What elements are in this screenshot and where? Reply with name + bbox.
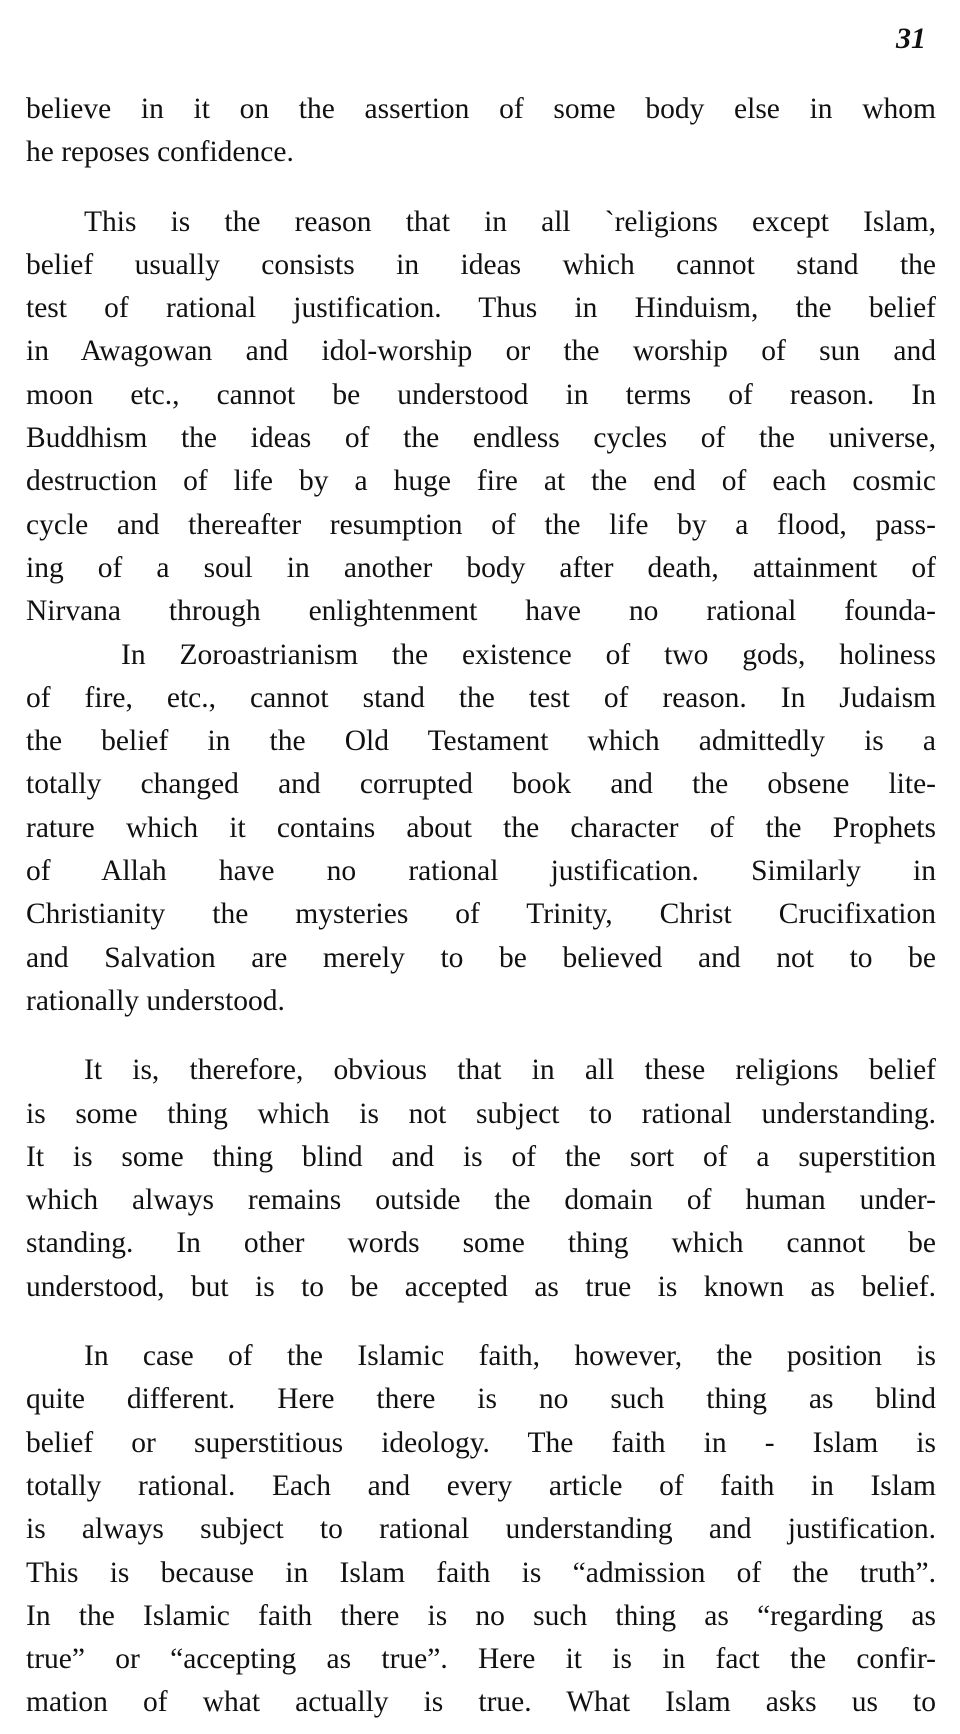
text-line: of fire, etc., cannot stand the test of reason. In Judaism [26,681,936,714]
text-line: This is the reason that in all `religions except Islam, [84,205,936,238]
text-line: cycle and thereafter resumption of the life by a flood, pass- [26,508,936,541]
page-body [26,88,936,1725]
text-line: In the Islamic faith there is no such thing as “regarding as [26,1599,936,1632]
text-line: Nirvana through enlightenment have no rational founda- [26,595,936,628]
text-line: belief usually consists in ideas which cannot stand the [26,248,936,281]
text-line: in Awagowan and idol-worship or the worship of sun and [26,335,936,368]
paragraph-4 [26,1335,936,1725]
text-line: of Allah have no rational justification. Similarly in [26,855,936,888]
text-line: which always remains outside the domain of human under- [26,1184,936,1217]
text-line: ing of a soul in another body after death, attainment of [26,551,936,584]
text-line: believe in it on the assertion of some body else in whom [26,93,936,125]
text-line: It is, therefore, obvious that in all these religions belief [84,1054,936,1087]
text-line: and Salvation are merely to be believed and not to be [26,941,936,974]
text-line: Christianity the mysteries of Trinity, Christ Crucifixation [26,898,936,931]
text-line: standing. In other words some thing which cannot be [26,1227,936,1260]
text-line: he reposes confidence. [26,136,294,169]
paragraph-2 [26,201,936,1024]
text-line: belief or superstitious ideology. The faith in - Islam is [26,1426,936,1459]
page-number: 31 [896,22,926,55]
text-line: understood, but is to be accepted as true is known as belief. [26,1270,936,1303]
text-line: quite different. Here there is no such thing as blind [26,1383,936,1416]
text-line: moon etc., cannot be understood in terms of reason. In [26,378,936,411]
text-line: rationally understood. [26,984,285,1017]
text-line: In Zoroastrianism the existence of two gods, holiness [121,638,936,671]
text-line: totally changed and corrupted book and the obsene lite- [26,768,936,801]
text-line: Buddhism the ideas of the endless cycles of the universe, [26,422,936,455]
text-line: rature which it contains about the character of the Prophets [26,811,936,844]
text-line: In case of the Islamic faith, however, the position is [84,1340,936,1373]
paragraph-1 [26,88,936,175]
text-line: totally rational. Each and every article of faith in Islam [26,1469,936,1502]
text-line: is always subject to rational understanding and justification. [26,1513,936,1546]
text-line: test of rational justification. Thus in Hinduism, the belief [26,292,936,325]
text-line: mation of what actually is true. What Islam asks us to [26,1686,936,1719]
text-line: destruction of life by a huge fire at the end of each cosmic [26,465,936,498]
paragraph-3 [26,1049,936,1309]
text-line: the belief in the Old Testament which admittedly is a [26,725,936,758]
text-line: is some thing which is not subject to rational understanding. [26,1097,936,1130]
text-line: This is because in Islam faith is “admission of the truth”. [26,1556,936,1589]
text-line: true” or “accepting as true”. Here it is in fact the confir- [26,1643,936,1676]
text-line: It is some thing blind and is of the sort of a superstition [26,1140,936,1173]
